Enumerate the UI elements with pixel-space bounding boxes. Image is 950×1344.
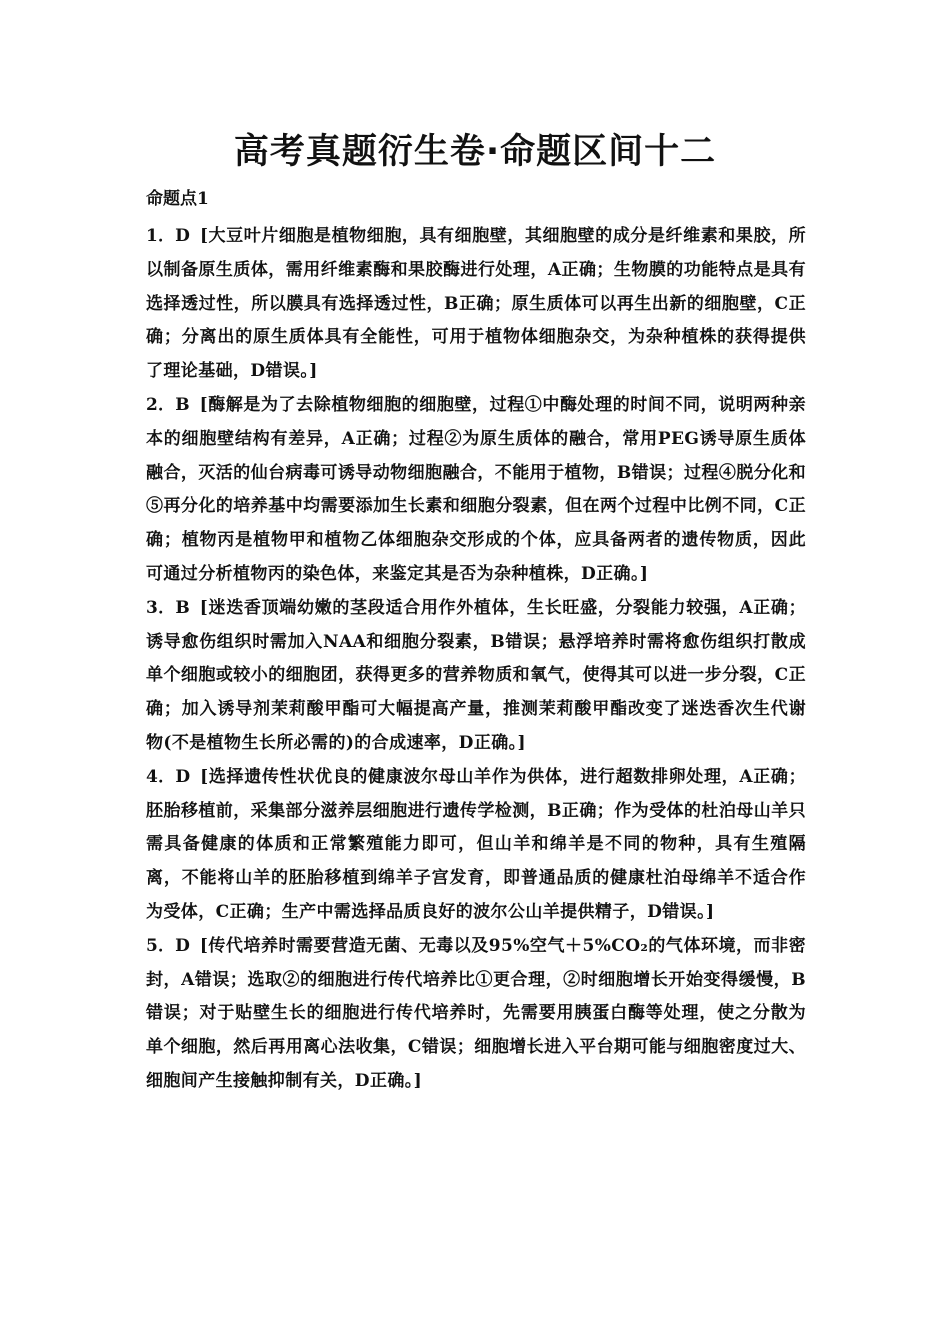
answer-number: 1．D (146, 226, 190, 246)
answer-number: 5．D (146, 935, 190, 956)
answer-number: 4．D (146, 766, 191, 787)
answer-item-2 (146, 389, 806, 592)
page-title: 高考真题衍生卷·命题区间十二 (233, 132, 717, 172)
answer-explanation: [酶解是为了去除植物细胞的细胞壁，过程①中酶处理的时间不同，说明两种亲本的细胞壁结构有差异，A正确；过程②为原生质体的融合，常用PEG诱导原生质体融合，灭活的仙台病毒可诱导动物细胞融合，不能用于植物，B错误；过程④脱分化和⑤再分化的培养基中均需要添加生长素和细胞分裂素，但在两个过程中比例不同，C正确；植物丙是植物甲和植物乙体细胞杂交形成的个体，应具备两者的遗传物质，因此可通过分析植物丙的染色体，来鉴定其是否为杂种植株，D正确。] (146, 394, 806, 584)
answer-item-5 (146, 930, 806, 1099)
answer-item-3 (146, 592, 806, 761)
answer-explanation: [迷迭香顶端幼嫩的茎段适合用作外植体，生长旺盛，分裂能力较强，A正确；诱导愈伤组织时需加入NAA和细胞分裂素，B错误；悬浮培养时需将愈伤组织打散成单个细胞或较小的细胞团，获得更多的营养物质和氧气，使得其可以进一步分裂，C正确；加入诱导剂茉莉酸甲酯可大幅提高产量，推测茉莉酸甲酯改变了迷迭香次生代谢物(不是植物生长所必需的)的合成速率，D正确。] (146, 597, 807, 753)
answer-list (146, 220, 806, 1099)
answer-item-1 (146, 220, 806, 389)
section-heading: 命题点1 (146, 189, 209, 209)
answer-item-4 (146, 761, 806, 930)
answer-explanation: [传代培养时需要营造无菌、无毒以及95%空气＋5%CO₂的气体环境，而非密封，A错误；选取②的细胞进行传代培养比①更合理，②时细胞增长开始变得缓慢，B错误；对于贴壁生长的细胞进行传代培养时，先需要用胰蛋白酶等处理，使之分散为单个细胞，然后再用离心法收集，C错误；细胞增长进入平台期可能与细胞密度过大、细胞间产生接触抑制有关，D正确。] (146, 935, 806, 1091)
answer-explanation: [选择遗传性状优良的健康波尔母山羊作为供体，进行超数排卵处理，A正确；胚胎移植前，采集部分滋养层细胞进行遗传学检测，B正确；作为受体的杜泊母山羊只需具备健康的体质和正常繁殖能力即可，但山羊和绵羊是不同的物种，具有生殖隔离，不能将山羊的胚胎移植到绵羊子宫发育，即普通品质的健康杜泊母绵羊不适合作为受体，C正确；生产中需选择品质良好的波尔公山羊提供精子，D错误。] (146, 766, 806, 922)
answer-number: 2．B (146, 394, 190, 415)
answer-explanation: [大豆叶片细胞是植物细胞，具有细胞壁，其细胞壁的成分是纤维素和果胶，所以制备原生质体，需用纤维素酶和果胶酶进行处理，A正确；生物膜的功能特点是具有选择透过性，所以膜具有选择透过性，B正确；原生质体可以再生出新的细胞壁，C正确；分离出的原生质体具有全能性，可用于植物体细胞杂交，为杂种植株的获得提供了理论基础，D错误。] (146, 226, 806, 382)
answer-number: 3．B (146, 597, 190, 618)
